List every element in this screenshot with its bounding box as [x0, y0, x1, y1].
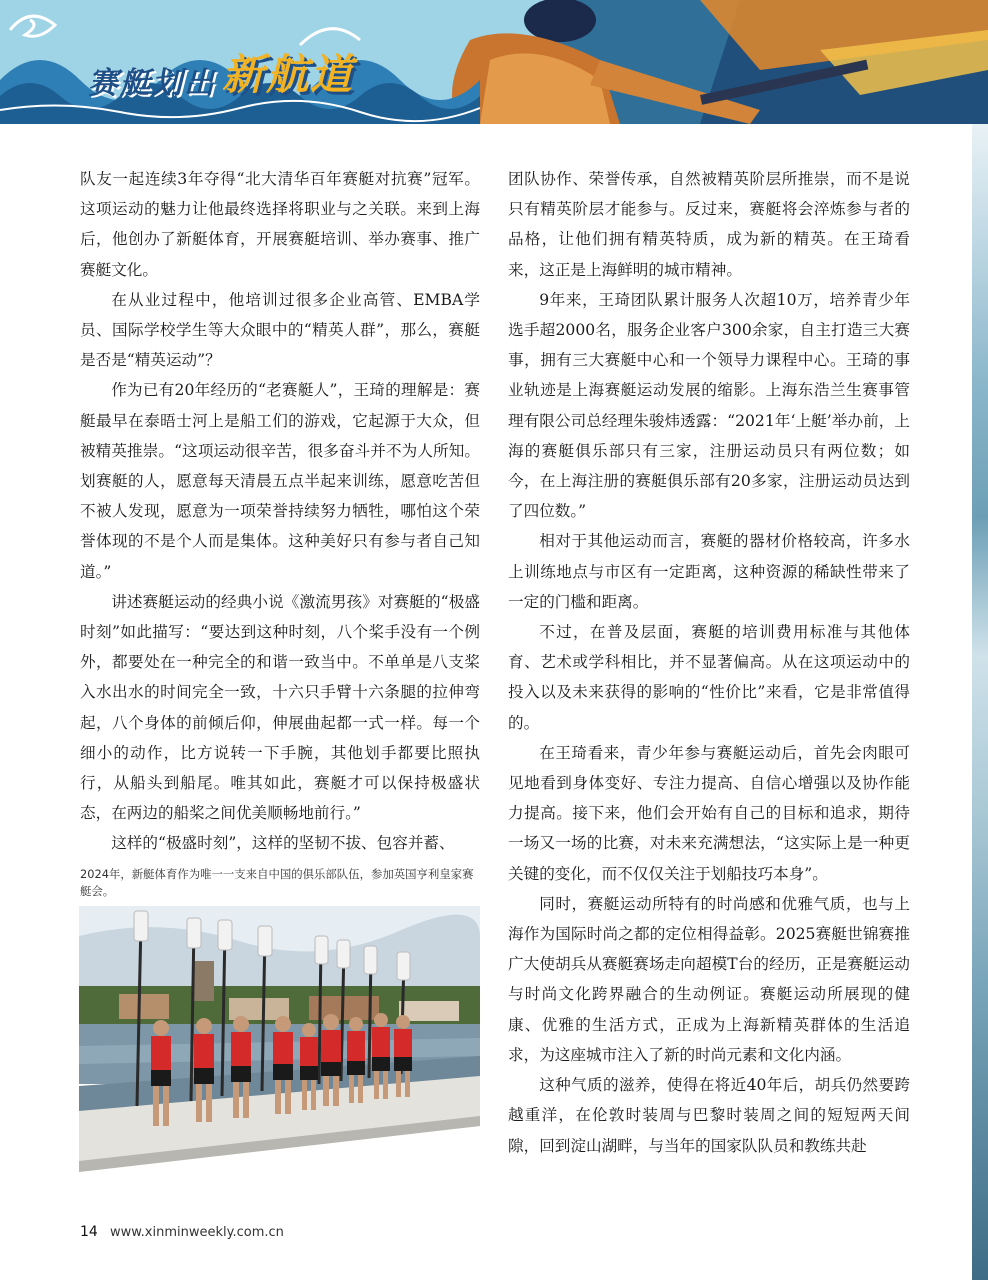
team-photo-illustration — [79, 906, 480, 1172]
paragraph: 这种气质的滋养，使得在将近40年后，胡兵仍然要跨越重洋，在伦敦时装周与巴黎时装周之间的短短两天间隙，回到淀山湖畔，与当年的国家队队员和教练共赴 — [508, 1076, 910, 1155]
paragraph: 相对于其他运动而言，赛艇的器材价格较高，许多水上训练地点与市区有一定距离，这种资源的稀缺性带来了一定的门槛和距离。 — [508, 532, 910, 611]
paragraph: 作为已有20年经历的“老赛艇人”，王琦的理解是：赛艇最早在泰晤士河上是船工们的游戏，它起源于大众，但被精英推崇。“这项运动很辛苦，很多奋斗并不为人所知。划赛艇的人，愿意每天清晨五点半起来训练，愿意吃苦但不被人发现，愿意为一项荣誉持续努力牺牲，哪怕这个荣誉体现的不是个人而是集体。这种美好只有参与者自己知道。” — [80, 381, 480, 581]
paragraph: 在王琦看来，青少年参与赛艇运动后，首先会肉眼可见地看到身体变好、专注力提高、自信心增强以及协作能力提高。接下来，他们会开始有自己的目标和追求，期待一场又一场的比赛，对未来充满想法，“这实际上是一种更关键的变化，而不仅仅关注于划船技巧本身”。 — [508, 743, 910, 883]
paragraph: 同时，赛艇运动所特有的时尚感和优雅气质，也与上海作为国际时尚之都的定位相得益彰。2025赛艇世锦赛推广大使胡兵从赛艇赛场走向超模T台的经历，正是赛艇运动与时尚文化跨界融合的生动例证。赛艇运动所展现的健康、优雅的生活方式，正成为上海新精英群体的生活追求，为这座城市注入了新的时尚元素和文化内涵。 — [508, 894, 910, 1064]
page-footer — [80, 1224, 284, 1240]
section-title — [88, 52, 354, 102]
section-title-part1: 赛艇划出 — [88, 66, 216, 101]
right-edge-photo-strip — [972, 124, 988, 1280]
paragraph: 队友一起连续3年夺得“北大清华百年赛艇对抗赛”冠军。这项运动的魅力让他最终选择将职业与之关联。来到上海后，他创办了新艇体育，开展赛艇培训、举办赛事、推广赛艇文化。 — [80, 170, 480, 279]
paragraph: 这样的“极盛时刻”，这样的坚韧不拔、包容并蓄、 — [111, 834, 455, 853]
header-banner — [0, 0, 988, 124]
paragraph: 团队协作、荣誉传承，自然被精英阶层所推崇，而不是说只有精英阶层才能参与。反过来，赛艇将会淬炼参与者的品格，让他们拥有精英特质，成为新的精英。在王琦看来，这正是上海鲜明的城市精神。 — [508, 170, 910, 279]
website-url: www.xinminweekly.com.cn — [109, 1225, 284, 1240]
paragraph: 9年来，王琦团队累计服务人次超10万，培养青少年选手超2000名，服务企业客户300余家，自主打造三大赛事，拥有三大赛艇中心和一个领导力课程中心。王琦的事业轨迹是上海赛艇运动发展的缩影。上海东浩兰生赛事管理有限公司总经理朱骏炜透露：“2021年‘上艇’举办前，上海的赛艇俱乐部只有三家，注册运动员只有两位数；如今，在上海注册的赛艇俱乐部有20多家，注册运动员达到了四位数。” — [508, 290, 910, 521]
paragraph: 不过，在普及层面，赛艇的培训费用标准与其他体育、艺术或学科相比，并不显著偏高。从在这项运动中的投入以及未来获得的影响的“性价比”来看，它是非常值得的。 — [508, 623, 910, 732]
paragraph: 在从业过程中，他培训过很多企业高管、EMBA学员、国际学校学生等大众眼中的“精英人群”，那么，赛艇是否是“精英运动”？ — [80, 290, 480, 370]
photo-caption: 2024年，新艇体育作为唯一一支来自中国的俱乐部队伍，参加英国亨利皇家赛艇会。 — [80, 867, 474, 898]
article-column-right — [508, 164, 910, 1161]
article-column-left — [80, 164, 480, 859]
section-title-part2: 新航道 — [222, 50, 355, 99]
page-number: 14 — [80, 1224, 98, 1240]
team-photo — [79, 906, 480, 1172]
paragraph: 讲述赛艇运动的经典小说《激流男孩》对赛艇的“极盛时刻”如此描写：“要达到这种时刻，八个桨手没有一个例外，都要处在一种完全的和谐一致当中。不单单是八支桨入水出水的时间完全一致，十六只手臂十六条腿的拉伸弯起，八个身体的前倾后仰，伸展曲起都一式一样。每一个细小的动作，比方说转一下手腕，其他划手都要比照执行，从船头到船尾。唯其如此，赛艇才可以保持极盛状态，在两边的船桨之间优美顺畅地前行。” — [80, 592, 480, 823]
